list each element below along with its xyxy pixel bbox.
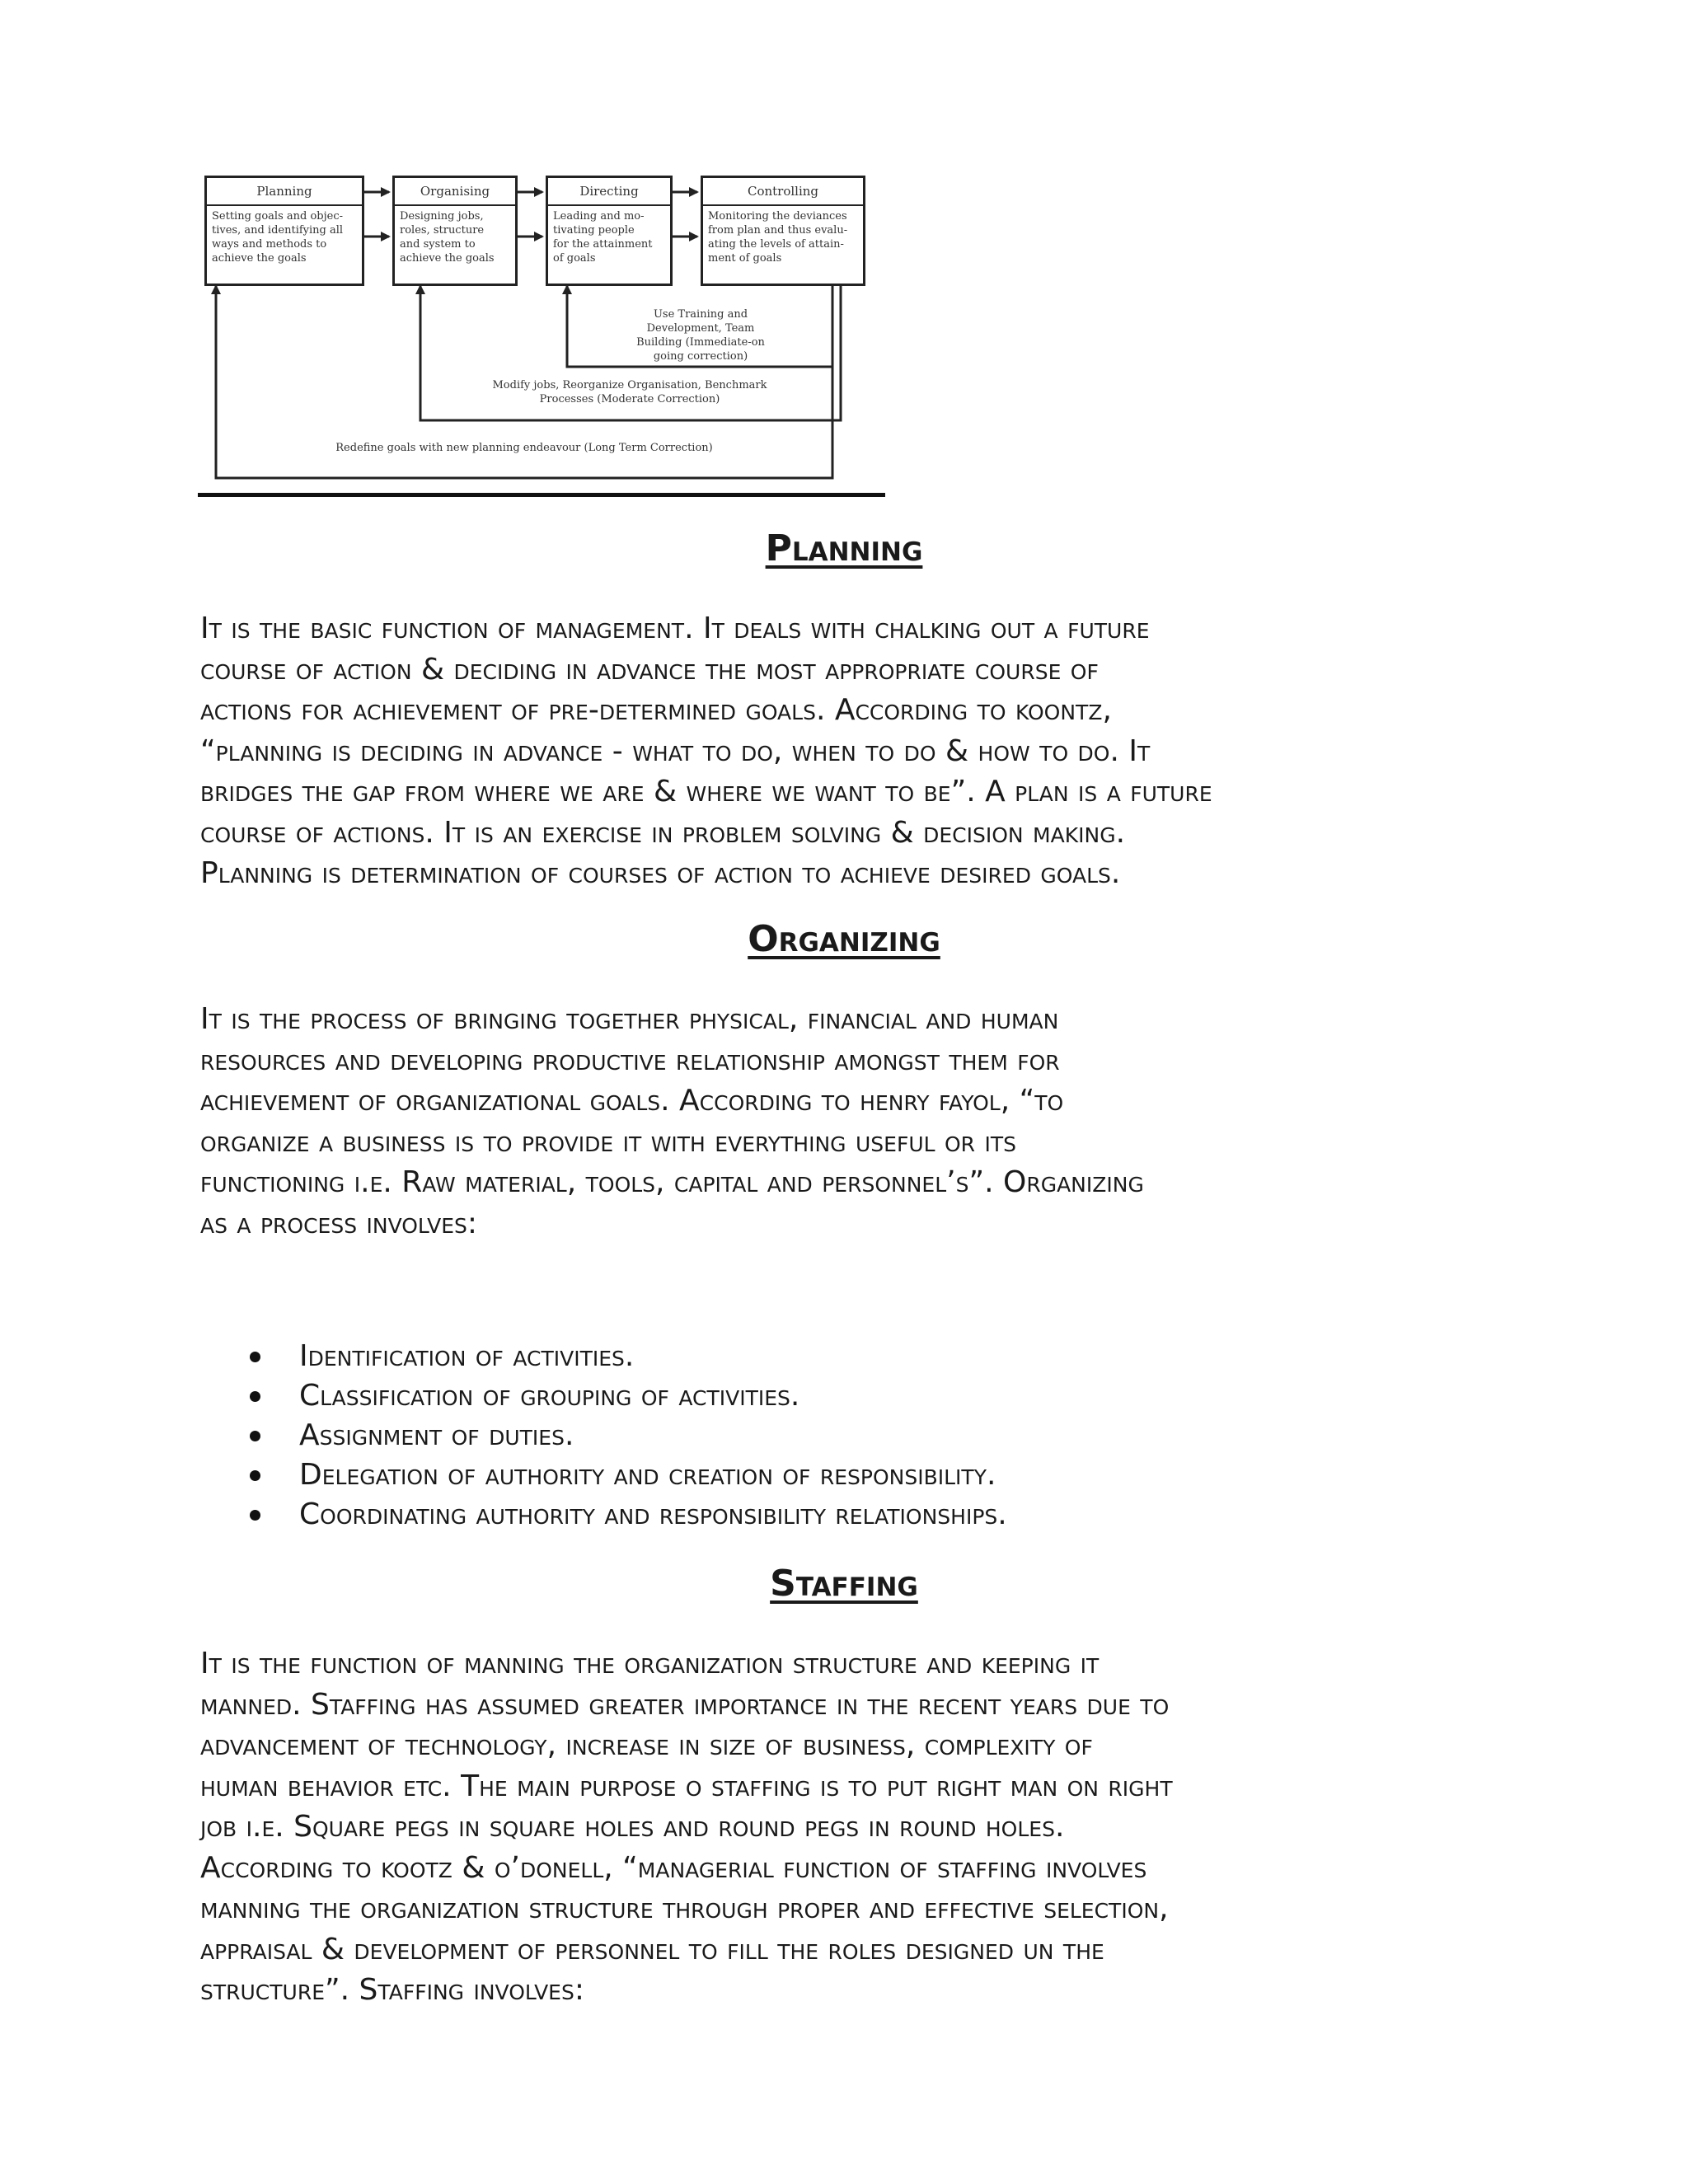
- list-item: Coordinating authority and responsibility relationships.: [200, 1495, 1007, 1535]
- bullet-icon: [250, 1510, 260, 1521]
- paragraph-staffing: It is the function of manning the organization structure and keeping it manned. Staffing has assumed greater importance in the recent years due to advancement of technology, increase in size of business, complexity of human behavior etc. The main purpose o staffing is to put right man on right job i.e. Square pegs in square holes and round pegs in round holes. According to kootz & o’donell, “managerial function of staffing involves manning the organization structure through proper and effective selection, appraisal & development of personnel to fill the roles designed un the structure”. Staffing involves:: [200, 1647, 1173, 2007]
- management-process-diagram: [198, 169, 890, 490]
- note-moderate: Modify jobs, Reorganize Organisation, Benchmark Processes (Moderate Correction): [492, 379, 767, 405]
- diagram-box-directing: [546, 176, 673, 286]
- bullet-icon: [250, 1431, 260, 1441]
- heading-staffing: Staffing: [770, 1563, 918, 1605]
- diagram-underline: [198, 493, 885, 497]
- box-title: Directing: [548, 178, 670, 206]
- box-title: Planning: [207, 178, 362, 206]
- organizing-bullet-list: [200, 1337, 1007, 1535]
- diagram-box-organising: [392, 176, 518, 286]
- bullet-icon: [250, 1352, 260, 1362]
- paragraph-organizing: It is the process of bringing together physical, financial and human resources and developing productive relationship amongst them for achievement of organizational goals. According to henry fayol, “to organize a business is to provide it with everything useful or its functioning i.e. Raw material, tools, capital and personnel’s”. Organizing as a process involves:: [200, 1002, 1144, 1240]
- note-long-term: Redefine goals with new planning endeavour (Long Term Correction): [335, 442, 713, 454]
- list-item: Delegation of authority and creation of responsibility.: [200, 1455, 1007, 1495]
- box-text: Designing jobs, roles, structure and system to achieve the goals: [400, 210, 495, 265]
- diagram-box-planning: [204, 176, 364, 286]
- bullet-icon: [250, 1470, 260, 1481]
- box-title: Organising: [395, 178, 515, 206]
- note-short-term: Use Training and Development, Team Building (Immediate-on going correction): [636, 308, 765, 363]
- box-title: Controlling: [703, 178, 863, 206]
- bullet-icon: [250, 1391, 260, 1402]
- box-text: Setting goals and objec- tives, and identifying all ways and methods to achieve the goals: [212, 210, 344, 265]
- heading-organizing: Organizing: [748, 918, 940, 960]
- box-text: Monitoring the deviances from plan and thus evalu- ating the levels of attain- ment of goals: [708, 210, 848, 265]
- list-item: Identification of activities.: [200, 1337, 1007, 1376]
- list-item: Assignment of duties.: [200, 1416, 1007, 1455]
- list-item: Classification of grouping of activities.: [200, 1376, 1007, 1416]
- paragraph-planning: It is the basic function of management. It deals with chalking out a future course of action & deciding in advance the most appropriate course of actions for achievement of pre-determined goals. According to koontz, “planning is deciding in advance - what to do, when to do & how to do. It bridges the gap from where we are & where we want to be”. A plan is a future course of actions. It is an exercise in problem solving & decision making. Planning is determination of courses of action to achieve desired goals.: [200, 612, 1212, 890]
- diagram-box-controlling: [701, 176, 865, 286]
- box-text: Leading and mo- tivating people for the attainment of goals: [553, 210, 653, 265]
- heading-planning: Planning: [765, 527, 923, 569]
